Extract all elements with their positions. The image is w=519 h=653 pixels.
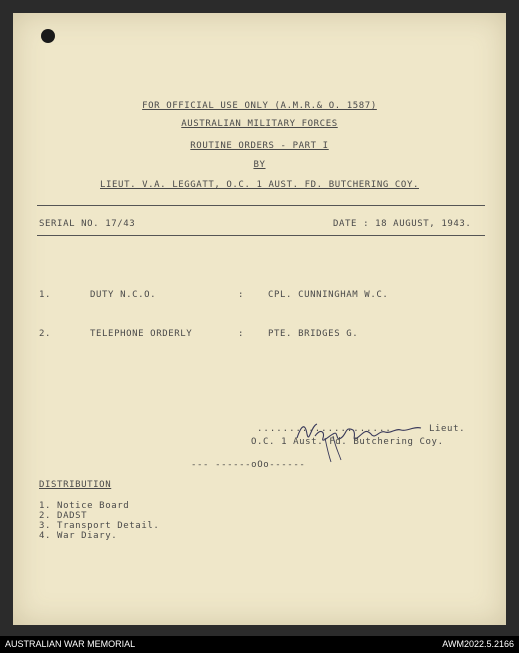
item-number: 1. (39, 290, 52, 300)
distribution-item: 4. War Diary. (39, 531, 118, 541)
distribution-heading: DISTRIBUTION (39, 480, 112, 490)
header-issuer: LIEUT. V.A. LEGGATT, O.C. 1 AUST. FD. BUTCHERING COY. (100, 180, 419, 190)
item-person: CPL. CUNNINGHAM W.C. (268, 290, 389, 300)
section-separator: --- ------oOo------ (191, 460, 306, 470)
serial-number: SERIAL NO. 17/43 (39, 219, 136, 229)
header-organisation: AUSTRALIAN MILITARY FORCES (181, 119, 338, 129)
signature-dotted-line: ..................... (257, 424, 392, 434)
header-by: BY (253, 160, 266, 170)
rule-top (37, 205, 485, 206)
item-separator: : (238, 329, 245, 339)
punch-hole (41, 29, 55, 43)
header-classification: FOR OFFICIAL USE ONLY (A.M.R.& O. 1587) (142, 101, 377, 111)
distribution-item: 2. DADST (39, 511, 88, 521)
distribution-item: 3. Transport Detail. (39, 521, 160, 531)
item-separator: : (238, 290, 245, 300)
order-date: DATE : 18 AUGUST, 1943. (333, 219, 472, 229)
distribution-item: 1. Notice Board (39, 501, 130, 511)
item-number: 2. (39, 329, 52, 339)
document-page (13, 13, 506, 625)
archive-footer (0, 636, 519, 653)
item-duty: DUTY N.C.O. (90, 290, 157, 300)
signatory-unit: O.C. 1 Aust. Fd. Butchering Coy. (251, 437, 444, 447)
rule-bottom (37, 235, 485, 236)
item-person: PTE. BRIDGES G. (268, 329, 359, 339)
footer-institution: AUSTRALIAN WAR MEMORIAL (5, 639, 136, 649)
signatory-rank: Lieut. (429, 424, 466, 434)
item-duty: TELEPHONE ORDERLY (90, 329, 193, 339)
footer-accession-number: AWM2022.5.2166 (442, 639, 514, 649)
header-order-type: ROUTINE ORDERS - PART I (190, 141, 329, 151)
